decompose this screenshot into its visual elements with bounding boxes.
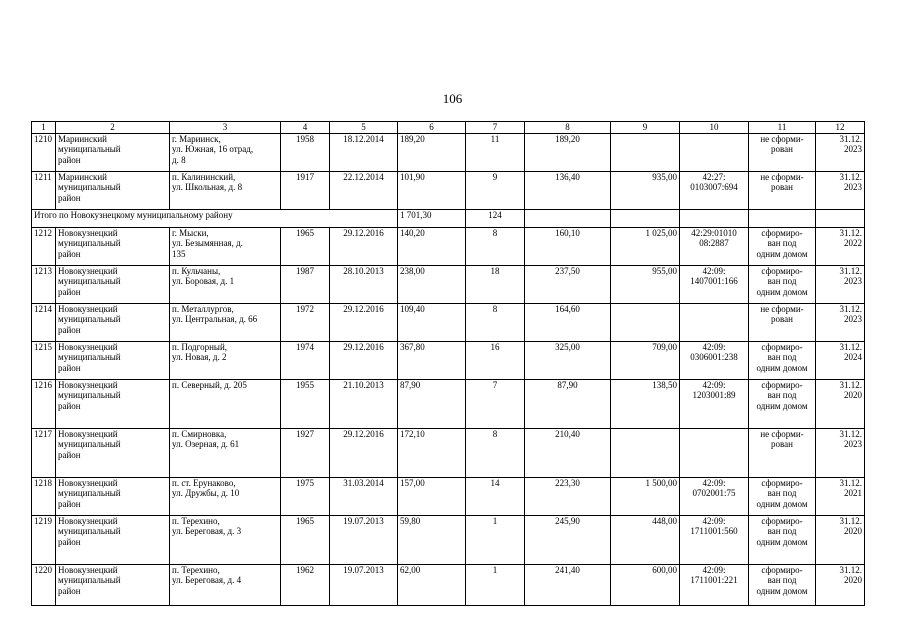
column-header: 3 bbox=[170, 122, 281, 134]
cell-date: 19.07.2013 bbox=[330, 515, 398, 564]
subtotal-empty-cell bbox=[816, 209, 865, 227]
column-header: 5 bbox=[330, 122, 398, 134]
cell-cadastral: 42:29:01010 08:2887 bbox=[680, 227, 749, 265]
cell-date: 29.12.2016 bbox=[330, 303, 398, 341]
cell-status: сформиро- ван под одним домом bbox=[749, 515, 816, 564]
cell-cadastral: 42:09: 1711001:221 bbox=[680, 564, 749, 605]
cell-residents: 18 bbox=[466, 265, 525, 303]
cell-area-3 bbox=[611, 133, 680, 171]
cell-deadline: 31.12. 2020 bbox=[816, 564, 865, 605]
cell-cadastral: 42:09: 0702001:75 bbox=[680, 477, 749, 515]
cell-residents: 1 bbox=[466, 515, 525, 564]
cell-number: 1215 bbox=[32, 341, 56, 379]
table-row bbox=[32, 133, 865, 171]
cell-year: 1972 bbox=[281, 303, 330, 341]
cell-area-2: 237,50 bbox=[525, 265, 611, 303]
subtotal-empty-cell bbox=[749, 209, 816, 227]
cell-address: п. Терехино, ул. Береговая, д. 3 bbox=[170, 515, 281, 564]
cell-deadline: 31.12. 2024 bbox=[816, 341, 865, 379]
subtotal-empty-cell bbox=[525, 209, 611, 227]
cell-area-3: 709,00 bbox=[611, 341, 680, 379]
cell-area-3: 448,00 bbox=[611, 515, 680, 564]
cell-address: п. Смирновка, ул. Озерная, д. 61 bbox=[170, 428, 281, 477]
table-row bbox=[32, 303, 865, 341]
cell-area: 238,00 bbox=[398, 265, 466, 303]
cell-status: сформиро- ван под одним домом bbox=[749, 227, 816, 265]
cell-area-2: 136,40 bbox=[525, 171, 611, 209]
cell-residents: 14 bbox=[466, 477, 525, 515]
cell-status: сформиро- ван под одним домом bbox=[749, 379, 816, 428]
table-row bbox=[32, 428, 865, 477]
cell-deadline: 31.12. 2020 bbox=[816, 515, 865, 564]
subtotal-empty-cell bbox=[611, 209, 680, 227]
cell-status: не сформи- рован bbox=[749, 428, 816, 477]
cell-district: Новокузнецкий муниципальный район bbox=[56, 303, 170, 341]
cell-area-2: 245,90 bbox=[525, 515, 611, 564]
subtotal-area: 1 701,30 bbox=[398, 209, 466, 227]
cell-deadline: 31.12. 2023 bbox=[816, 133, 865, 171]
cell-address: п. Кульчаны, ул. Боровая, д. 1 bbox=[170, 265, 281, 303]
cell-date: 31.03.2014 bbox=[330, 477, 398, 515]
cell-district: Новокузнецкий муниципальный район bbox=[56, 379, 170, 428]
cell-status: сформиро- ван под одним домом bbox=[749, 564, 816, 605]
cell-area: 59,80 bbox=[398, 515, 466, 564]
cell-date: 29.12.2016 bbox=[330, 428, 398, 477]
cell-area: 157,00 bbox=[398, 477, 466, 515]
cell-date: 21.10.2013 bbox=[330, 379, 398, 428]
column-header: 9 bbox=[611, 122, 680, 134]
cell-deadline: 31.12. 2023 bbox=[816, 171, 865, 209]
cell-cadastral: 42:27: 0103007:694 bbox=[680, 171, 749, 209]
cell-district: Мариинский муниципальный район bbox=[56, 133, 170, 171]
table-row bbox=[32, 265, 865, 303]
subtotal-empty-cell bbox=[680, 209, 749, 227]
cell-residents: 8 bbox=[466, 303, 525, 341]
cell-area-3 bbox=[611, 303, 680, 341]
column-header: 10 bbox=[680, 122, 749, 134]
cell-year: 1955 bbox=[281, 379, 330, 428]
cell-cadastral: 42:09: 1407001:166 bbox=[680, 265, 749, 303]
column-header: 6 bbox=[398, 122, 466, 134]
cell-deadline: 31.12. 2023 bbox=[816, 303, 865, 341]
column-header: 11 bbox=[749, 122, 816, 134]
cell-area-3: 600,00 bbox=[611, 564, 680, 605]
cell-area: 172,10 bbox=[398, 428, 466, 477]
cell-district: Новокузнецкий муниципальный район bbox=[56, 515, 170, 564]
cell-number: 1213 bbox=[32, 265, 56, 303]
cell-address: п. Калининский, ул. Школьная, д. 8 bbox=[170, 171, 281, 209]
cell-area: 367,80 bbox=[398, 341, 466, 379]
cell-area: 87,90 bbox=[398, 379, 466, 428]
column-header: 12 bbox=[816, 122, 865, 134]
cell-area-2: 160,10 bbox=[525, 227, 611, 265]
cell-area-3: 1 500,00 bbox=[611, 477, 680, 515]
cell-cadastral: 42:09: 1711001:560 bbox=[680, 515, 749, 564]
cell-cadastral bbox=[680, 133, 749, 171]
cell-area-2: 325,00 bbox=[525, 341, 611, 379]
cell-status: сформиро- ван под одним домом bbox=[749, 341, 816, 379]
cell-number: 1217 bbox=[32, 428, 56, 477]
cell-status: сформиро- ван под одним домом bbox=[749, 265, 816, 303]
cell-address: п. Северный, д. 205 bbox=[170, 379, 281, 428]
column-header: 4 bbox=[281, 122, 330, 134]
cell-deadline: 31.12. 2022 bbox=[816, 227, 865, 265]
cell-district: Новокузнецкий муниципальный район bbox=[56, 227, 170, 265]
cell-number: 1219 bbox=[32, 515, 56, 564]
cell-area-2: 210,40 bbox=[525, 428, 611, 477]
cell-status: не сформи- рован bbox=[749, 171, 816, 209]
cell-area: 62,00 bbox=[398, 564, 466, 605]
cell-area-2: 223,30 bbox=[525, 477, 611, 515]
cell-residents: 7 bbox=[466, 379, 525, 428]
cell-district: Мариинский муниципальный район bbox=[56, 171, 170, 209]
cell-residents: 9 bbox=[466, 171, 525, 209]
cell-year: 1962 bbox=[281, 564, 330, 605]
cell-number: 1216 bbox=[32, 379, 56, 428]
cell-cadastral bbox=[680, 428, 749, 477]
table-row bbox=[32, 564, 865, 605]
cell-address: п. Металлургов, ул. Центральная, д. 66 bbox=[170, 303, 281, 341]
cell-status: не сформи- рован bbox=[749, 133, 816, 171]
cell-area: 140,20 bbox=[398, 227, 466, 265]
cell-date: 29.12.2016 bbox=[330, 227, 398, 265]
cell-number: 1214 bbox=[32, 303, 56, 341]
cell-area-3: 935,00 bbox=[611, 171, 680, 209]
cell-district: Новокузнецкий муниципальный район bbox=[56, 428, 170, 477]
column-header: 1 bbox=[32, 122, 56, 134]
cell-area-3 bbox=[611, 428, 680, 477]
cell-district: Новокузнецкий муниципальный район bbox=[56, 341, 170, 379]
cell-area: 101,90 bbox=[398, 171, 466, 209]
subtotal-row bbox=[32, 209, 865, 227]
cell-area-3: 955,00 bbox=[611, 265, 680, 303]
cell-address: п. Подгорный, ул. Новая, д. 2 bbox=[170, 341, 281, 379]
cell-date: 18.12.2014 bbox=[330, 133, 398, 171]
cell-deadline: 31.12. 2023 bbox=[816, 265, 865, 303]
cell-number: 1210 bbox=[32, 133, 56, 171]
cell-year: 1987 bbox=[281, 265, 330, 303]
cell-area-2: 241,40 bbox=[525, 564, 611, 605]
table-row bbox=[32, 477, 865, 515]
cell-number: 1212 bbox=[32, 227, 56, 265]
housing-register-table bbox=[31, 121, 865, 606]
cell-number: 1211 bbox=[32, 171, 56, 209]
cell-date: 29.12.2016 bbox=[330, 341, 398, 379]
cell-cadastral: 42:09: 0306001:238 bbox=[680, 341, 749, 379]
cell-address: п. ст. Ерунаково, ул. Дружбы, д. 10 bbox=[170, 477, 281, 515]
cell-date: 22.12.2014 bbox=[330, 171, 398, 209]
subtotal-label: Итого по Новокузнецкому муниципальному району bbox=[32, 209, 398, 227]
cell-year: 1965 bbox=[281, 227, 330, 265]
cell-year: 1927 bbox=[281, 428, 330, 477]
cell-date: 28.10.2013 bbox=[330, 265, 398, 303]
cell-deadline: 31.12. 2021 bbox=[816, 477, 865, 515]
cell-residents: 8 bbox=[466, 428, 525, 477]
cell-deadline: 31.12. 2023 bbox=[816, 428, 865, 477]
table-row bbox=[32, 171, 865, 209]
page-number: 106 bbox=[442, 91, 463, 106]
cell-area-3: 138,50 bbox=[611, 379, 680, 428]
cell-cadastral: 42:09: 1203001:89 bbox=[680, 379, 749, 428]
cell-status: сформиро- ван под одним домом bbox=[749, 477, 816, 515]
column-number-row bbox=[32, 122, 865, 134]
cell-year: 1975 bbox=[281, 477, 330, 515]
table-row bbox=[32, 379, 865, 428]
column-header: 7 bbox=[466, 122, 525, 134]
cell-address: п. Терехино, ул. Береговая, д. 4 bbox=[170, 564, 281, 605]
cell-address: г. Мариинск, ул. Южная, 16 отрад, д. 8 bbox=[170, 133, 281, 171]
table-row bbox=[32, 227, 865, 265]
cell-residents: 11 bbox=[466, 133, 525, 171]
cell-address: г. Мыски, ул. Безымянная, д. 135 bbox=[170, 227, 281, 265]
cell-deadline: 31.12. 2020 bbox=[816, 379, 865, 428]
subtotal-residents: 124 bbox=[466, 209, 525, 227]
cell-year: 1974 bbox=[281, 341, 330, 379]
cell-status: не сформи- рован bbox=[749, 303, 816, 341]
column-header: 8 bbox=[525, 122, 611, 134]
cell-year: 1965 bbox=[281, 515, 330, 564]
cell-district: Новокузнецкий муниципальный район bbox=[56, 477, 170, 515]
cell-date: 19.07.2013 bbox=[330, 564, 398, 605]
cell-area-2: 87,90 bbox=[525, 379, 611, 428]
cell-year: 1917 bbox=[281, 171, 330, 209]
cell-area: 109,40 bbox=[398, 303, 466, 341]
cell-area-2: 164,60 bbox=[525, 303, 611, 341]
column-header: 2 bbox=[56, 122, 170, 134]
table-row bbox=[32, 341, 865, 379]
cell-district: Новокузнецкий муниципальный район bbox=[56, 564, 170, 605]
cell-area-3: 1 025,00 bbox=[611, 227, 680, 265]
cell-number: 1218 bbox=[32, 477, 56, 515]
cell-district: Новокузнецкий муниципальный район bbox=[56, 265, 170, 303]
cell-residents: 8 bbox=[466, 227, 525, 265]
cell-area-2: 189,20 bbox=[525, 133, 611, 171]
cell-residents: 16 bbox=[466, 341, 525, 379]
cell-cadastral bbox=[680, 303, 749, 341]
cell-area: 189,20 bbox=[398, 133, 466, 171]
table-row bbox=[32, 515, 865, 564]
cell-number: 1220 bbox=[32, 564, 56, 605]
cell-year: 1958 bbox=[281, 133, 330, 171]
cell-residents: 1 bbox=[466, 564, 525, 605]
